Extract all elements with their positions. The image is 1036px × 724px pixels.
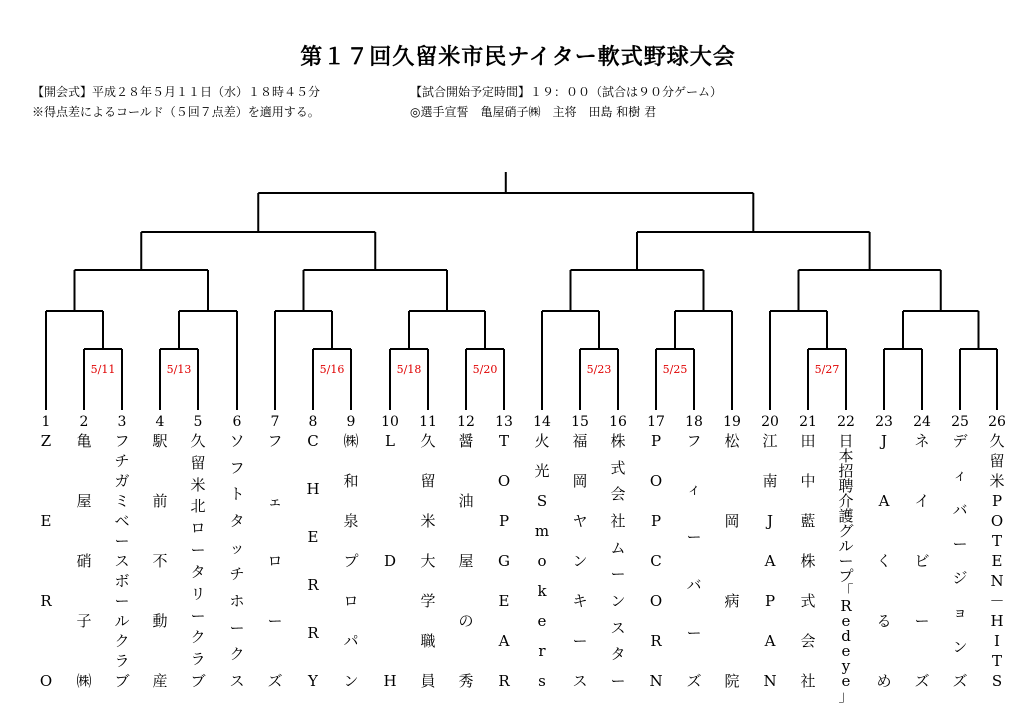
team-name-char: 留 <box>989 452 1005 470</box>
team-entry <box>680 412 708 689</box>
team-number: 15 <box>571 414 589 430</box>
team-name-char: 南 <box>762 472 778 490</box>
team-name-char: 米 <box>190 475 206 494</box>
team-number: 8 <box>308 414 318 430</box>
team-name-char: ー <box>190 541 206 560</box>
team-name-char: ズ <box>686 672 702 690</box>
team-entry <box>223 412 251 689</box>
team-name <box>870 434 898 689</box>
team-entry <box>299 412 327 689</box>
team-name-char: N <box>649 672 663 690</box>
team-name <box>490 434 518 689</box>
team-name-char: 松 <box>724 432 740 450</box>
team-name <box>299 434 327 689</box>
team-name-char: ブ <box>114 672 130 690</box>
team-name-char: ソ <box>229 432 245 450</box>
team-entry <box>108 412 136 689</box>
team-name-char: ス <box>572 672 588 690</box>
team-number: 24 <box>913 414 931 430</box>
team-name <box>337 434 365 689</box>
team-name <box>184 434 212 689</box>
team-name-char: 」 <box>838 687 854 705</box>
team-name-char: タ <box>229 511 245 530</box>
team-name-char: ス <box>610 618 626 637</box>
team-name-char: デ <box>952 432 968 450</box>
called-game-rule: ※得点差によるコールド（５回７点差）を適用する。 <box>32 105 320 119</box>
team-number: 12 <box>457 414 475 430</box>
team-name-char: N <box>763 672 777 690</box>
team-number: 22 <box>837 414 855 430</box>
match-date-label: 5/23 <box>586 363 612 376</box>
team-name-char: 「 <box>838 582 854 600</box>
team-name-char: e <box>841 612 851 630</box>
team-entry <box>946 412 974 689</box>
team-name-char: P <box>991 492 1003 510</box>
team-number: 4 <box>155 414 165 430</box>
team-name-char: ー <box>114 532 130 550</box>
team-number: 3 <box>117 414 127 430</box>
team-name-char: プ <box>838 567 854 585</box>
team-name-char: 職 <box>420 632 436 650</box>
team-name-char: R <box>40 592 52 610</box>
team-name-char: ー <box>686 624 702 642</box>
team-name-char: y <box>841 657 851 675</box>
team-name-char: ィ <box>952 466 968 485</box>
team-name-char: 病 <box>724 592 740 610</box>
team-name-char: ガ <box>114 472 130 490</box>
team-name-char: ロ <box>343 592 359 610</box>
team-entry <box>718 412 746 689</box>
team-name-char: ㈱ <box>343 432 359 450</box>
team-entry <box>32 412 60 689</box>
team-entry <box>908 412 936 689</box>
team-name-char: ク <box>190 628 206 647</box>
opening-ceremony-info: 【開会式】平成２８年５月１１日（水）１８時４５分 <box>32 85 321 99</box>
team-entry <box>337 412 365 689</box>
team-name-char: ー <box>686 528 702 546</box>
team-number: 16 <box>609 414 627 430</box>
team-name-char: R <box>307 624 319 642</box>
team-name-char: ベ <box>114 512 130 530</box>
team-name-char: 日 <box>838 432 854 450</box>
team-name-char: フ <box>229 458 245 477</box>
team-number: 17 <box>647 414 665 430</box>
team-name-char: ラ <box>114 652 130 670</box>
team-entry <box>261 412 289 689</box>
team-name-char: O <box>39 672 53 690</box>
team-name-char: 招 <box>838 462 854 480</box>
match-date-label: 5/25 <box>662 363 688 376</box>
team-name-char: ー <box>229 618 245 637</box>
team-entry <box>756 412 784 689</box>
team-name-char: ロ <box>267 552 283 570</box>
team-number: 21 <box>799 414 817 430</box>
match-date-label: 5/20 <box>472 363 498 376</box>
team-name-char: 油 <box>458 492 474 510</box>
team-name-char: 岡 <box>572 472 588 490</box>
team-name-char: チ <box>114 452 130 470</box>
team-name-char: P <box>650 432 662 450</box>
team-number: 1 <box>41 414 51 430</box>
team-name-char: 介 <box>838 492 854 510</box>
team-name-char: 岡 <box>724 512 740 530</box>
team-name-char: S <box>536 492 548 510</box>
team-name <box>642 434 670 689</box>
team-entry <box>528 412 556 689</box>
team-name-char: 火 <box>534 432 550 450</box>
team-name-char: 会 <box>610 485 626 504</box>
team-name <box>108 434 136 689</box>
team-name-char: 式 <box>800 592 816 610</box>
team-name-char: ー <box>267 612 283 630</box>
team-name-char: タ <box>190 562 206 581</box>
team-name-char: ー <box>952 534 968 553</box>
team-name-char: O <box>649 592 663 610</box>
team-entry <box>832 412 860 705</box>
team-name-char: S <box>991 672 1003 690</box>
team-name-char: Y <box>308 672 318 690</box>
team-name-char: J <box>880 432 887 450</box>
team-number: 7 <box>270 414 280 430</box>
team-name-char: 護 <box>838 507 854 525</box>
team-name-char: め <box>876 672 892 690</box>
team-entry <box>146 412 174 689</box>
team-name <box>756 434 784 689</box>
team-name <box>70 434 98 689</box>
team-number: 20 <box>761 414 779 430</box>
team-name-char: G <box>498 552 510 570</box>
team-number: 2 <box>79 414 89 430</box>
team-name-char: C <box>650 552 662 570</box>
team-name-char: A <box>498 632 510 650</box>
team-name <box>680 434 708 689</box>
team-name-char: r <box>538 642 546 660</box>
team-name-char: R <box>498 672 510 690</box>
team-name-char: ブ <box>190 671 206 690</box>
team-number: 25 <box>951 414 969 430</box>
page-title: 第１７回久留米市民ナイター軟式野球大会 <box>300 44 736 70</box>
team-name-char: プ <box>343 552 359 570</box>
team-name-char: R <box>840 597 852 615</box>
team-entry <box>642 412 670 689</box>
team-name-char: 学 <box>420 592 436 610</box>
team-name-char: 久 <box>989 432 1005 450</box>
team-name-char: ン <box>572 552 588 570</box>
team-name-char: O <box>649 472 663 490</box>
team-name-char: フ <box>114 432 130 450</box>
team-name-char: m <box>534 522 550 540</box>
team-name-char: ム <box>610 538 626 557</box>
team-name-char: 聘 <box>838 477 854 495</box>
team-name <box>983 434 1011 689</box>
team-name-char: k <box>537 582 547 600</box>
team-number: 10 <box>381 414 399 430</box>
team-name-char: ン <box>952 637 968 656</box>
team-entry <box>376 412 404 689</box>
team-name <box>566 434 594 689</box>
team-name-char: 藍 <box>800 512 816 530</box>
team-name-char: H <box>990 612 1004 630</box>
team-name-char: 醤 <box>458 432 474 450</box>
team-name-char: ネ <box>914 432 930 450</box>
team-name-char: H <box>383 672 397 690</box>
team-name-char: 福 <box>572 432 588 450</box>
team-entry <box>870 412 898 689</box>
team-name-char: e <box>841 672 851 690</box>
team-name-char: － <box>989 592 1005 610</box>
team-name-char: T <box>991 652 1002 670</box>
team-name-char: 会 <box>800 632 816 650</box>
team-name-char: T <box>498 432 509 450</box>
team-name-char: ズ <box>952 671 968 690</box>
team-name-char: ス <box>114 552 130 570</box>
team-name <box>908 434 936 689</box>
team-name-char: ジ <box>952 569 968 588</box>
team-name-char: T <box>991 532 1002 550</box>
team-name-char: ズ <box>914 672 930 690</box>
team-name <box>832 432 860 705</box>
player-oath-info: ◎選手宣誓 亀屋硝子㈱ 主将 田島 和樹 君 <box>410 105 657 119</box>
team-name-char: ー <box>838 552 854 570</box>
team-number: 19 <box>723 414 741 430</box>
match-date-label: 5/11 <box>90 363 116 376</box>
team-name-char: 駅 <box>152 432 168 450</box>
team-entry <box>794 412 822 689</box>
team-name-char: の <box>458 612 474 630</box>
team-name-char: ン <box>343 672 359 690</box>
team-name <box>261 434 289 689</box>
team-name-char: 光 <box>534 462 550 480</box>
team-name-char: ホ <box>229 591 245 610</box>
team-name-char: ヤ <box>572 512 588 530</box>
team-name-char: 子 <box>76 612 92 630</box>
match-date-label: 5/27 <box>814 363 840 376</box>
team-name-char: ル <box>838 537 854 555</box>
team-name-char: チ <box>229 565 245 584</box>
team-name-char: リ <box>190 584 206 603</box>
team-name <box>414 434 442 689</box>
team-name-char: s <box>538 672 546 690</box>
team-name-char: グ <box>838 522 854 540</box>
team-name-char: 式 <box>610 458 626 477</box>
team-name-char: 和 <box>343 472 359 490</box>
team-number: 14 <box>533 414 551 430</box>
team-name-char: 北 <box>190 497 206 516</box>
team-name-char: 久 <box>420 432 436 450</box>
team-name-char: ビ <box>914 552 930 570</box>
team-name-char: ミ <box>114 492 130 510</box>
team-entry <box>604 412 632 689</box>
team-name-char: キ <box>572 592 588 610</box>
team-name-char: A <box>764 552 776 570</box>
team-name-char: 産 <box>152 672 168 690</box>
team-name-char: E <box>40 512 52 530</box>
team-number: 26 <box>988 414 1006 430</box>
team-name <box>794 434 822 689</box>
team-name-char: I <box>994 632 1000 650</box>
team-name-char: ス <box>229 671 245 690</box>
team-name-char: バ <box>686 576 702 594</box>
team-number: 18 <box>685 414 703 430</box>
team-name-char: 不 <box>152 552 168 570</box>
team-name-char: 泉 <box>343 512 359 530</box>
team-name-char: ェ <box>267 492 283 510</box>
team-name-char: ィ <box>686 480 702 498</box>
team-name-char: ッ <box>229 538 245 557</box>
team-name-char: 員 <box>420 672 436 690</box>
team-entry <box>184 412 212 689</box>
team-name-char: ー <box>114 592 130 610</box>
team-name-char: ー <box>610 565 626 584</box>
team-name-char: e <box>537 612 547 630</box>
team-name-char: N <box>990 572 1004 590</box>
team-entry <box>490 412 518 689</box>
team-name <box>223 434 251 689</box>
team-name-char: 株 <box>610 432 626 450</box>
team-name <box>718 434 746 689</box>
team-name-char: フ <box>686 432 702 450</box>
team-name-char: く <box>876 552 892 570</box>
team-name-char: 動 <box>152 612 168 630</box>
team-name-char: 社 <box>610 511 626 530</box>
team-number: 6 <box>232 414 242 430</box>
team-name-char: ズ <box>267 672 283 690</box>
team-name-char: E <box>498 592 510 610</box>
team-name <box>452 434 480 689</box>
team-name-char: L <box>385 432 395 450</box>
team-name <box>946 434 974 689</box>
team-name-char: C <box>307 432 319 450</box>
team-name <box>528 434 556 689</box>
team-name-char: 田 <box>800 432 816 450</box>
team-name-char: ク <box>114 632 130 650</box>
team-name-char: 屋 <box>458 552 474 570</box>
team-name-char: 本 <box>838 447 854 465</box>
team-name-char: P <box>764 592 776 610</box>
team-name-char: ボ <box>114 572 130 590</box>
team-name-char: P <box>650 512 662 530</box>
team-name-char: D <box>383 552 397 570</box>
team-name-char: ン <box>610 591 626 610</box>
team-name-char: ト <box>229 485 245 504</box>
start-time-info: 【試合開始予定時間】１９：００（試合は９０分ゲーム） <box>410 85 723 99</box>
team-name-char: E <box>307 528 319 546</box>
team-name-char: ョ <box>952 603 968 622</box>
team-name-char: 江 <box>762 432 778 450</box>
team-name-char: パ <box>343 632 359 650</box>
team-name-char: 留 <box>190 453 206 472</box>
team-name-char: ー <box>572 632 588 650</box>
team-number: 9 <box>346 414 356 430</box>
team-name-char: 前 <box>152 492 168 510</box>
team-name-char: J <box>766 512 773 530</box>
team-name-char: 米 <box>989 472 1005 490</box>
team-name <box>604 434 632 689</box>
team-name-char: 亀 <box>76 432 92 450</box>
team-name-char: E <box>991 552 1003 570</box>
team-name-char: A <box>764 632 776 650</box>
team-name-char: o <box>537 552 547 570</box>
team-name-char: ク <box>229 645 245 664</box>
team-name-char: R <box>650 632 662 650</box>
team-name-char: 留 <box>420 472 436 490</box>
team-name-char: タ <box>610 645 626 664</box>
team-name-char: 秀 <box>458 672 474 690</box>
team-name <box>32 434 60 689</box>
team-name <box>146 434 174 689</box>
team-name-char: Z <box>40 432 52 450</box>
team-name-char: ー <box>190 606 206 625</box>
team-entry <box>414 412 442 689</box>
team-name-char: 中 <box>800 472 816 490</box>
team-name-char: O <box>497 472 511 490</box>
team-name <box>376 434 404 689</box>
match-date-label: 5/13 <box>166 363 192 376</box>
team-name-char: 屋 <box>76 492 92 510</box>
team-entry <box>983 412 1011 689</box>
team-name-char: 社 <box>800 672 816 690</box>
team-name-char: 硝 <box>76 552 92 570</box>
team-name-char: A <box>878 492 890 510</box>
match-date-label: 5/18 <box>396 363 422 376</box>
team-number: 11 <box>419 414 437 430</box>
team-name-char: 大 <box>420 552 436 570</box>
team-number: 5 <box>193 414 203 430</box>
team-name-char: バ <box>952 500 968 519</box>
team-name-char: ラ <box>190 650 206 669</box>
team-number: 13 <box>495 414 513 430</box>
team-name-char: R <box>307 576 319 594</box>
team-name-char: ル <box>114 612 130 630</box>
team-name-char: e <box>841 642 851 660</box>
team-name-char: d <box>841 627 851 645</box>
team-name-char: H <box>306 480 320 498</box>
team-entry <box>70 412 98 689</box>
team-entry <box>452 412 480 689</box>
match-date-label: 5/16 <box>319 363 345 376</box>
team-name-char: O <box>990 512 1004 530</box>
team-name-char: 株 <box>800 552 816 570</box>
team-name-char: イ <box>914 492 930 510</box>
team-entry <box>566 412 594 689</box>
team-name-char: フ <box>267 432 283 450</box>
team-name-char: P <box>498 512 510 530</box>
team-name-char: 米 <box>420 512 436 530</box>
team-name-char: ー <box>914 612 930 630</box>
team-name-char: ㈱ <box>76 672 92 690</box>
team-name-char: 久 <box>190 432 206 450</box>
team-name-char: ロ <box>190 519 206 538</box>
team-number: 23 <box>875 414 893 430</box>
team-name-char: る <box>876 612 892 630</box>
team-name-char: ー <box>610 671 626 690</box>
team-name-char: 院 <box>724 672 740 690</box>
